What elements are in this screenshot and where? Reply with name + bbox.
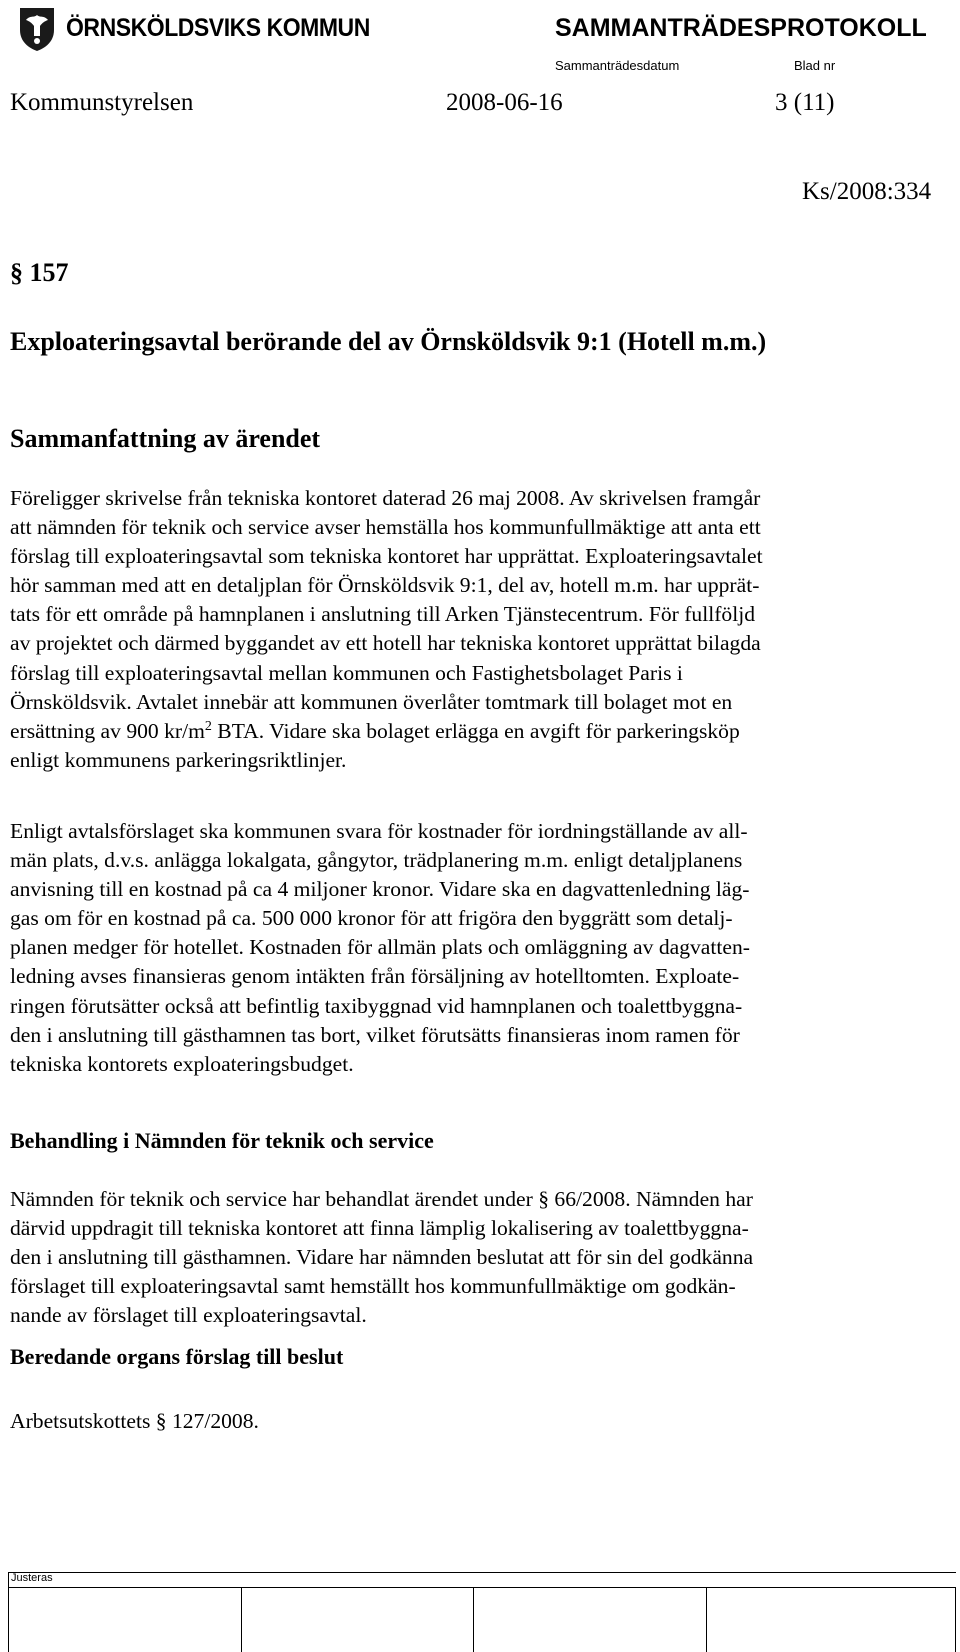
signature-box — [8, 1572, 956, 1652]
committee-name: Kommunstyrelsen — [10, 89, 194, 116]
summary-line: att nämnden för teknik och service avser hemställa hos kommunfullmäktige att anta ett — [10, 515, 761, 540]
summary-line: av projektet och därmed byggandet av ett hotell har tekniska kontoret upprättat bilagda — [10, 631, 761, 656]
treatment-text: Nämnden för teknik och service har behandlat ärendet under — [10, 1187, 539, 1211]
summary-paragraph — [10, 484, 945, 775]
signature-cell-divider — [473, 1587, 474, 1652]
agreement-line: gas om för en kostnad på ca. 500 000 kronor för att frigöra den byggrätt som detalj- — [10, 906, 733, 931]
agreement-line: män plats, d.v.s. anlägga lokalgata, gångytor, trädplanering m.m. enligt detaljplanens — [10, 848, 743, 873]
treatment-heading: Behandling i Nämnden för teknik och service — [10, 1128, 434, 1153]
page-number-label: Blad nr — [794, 58, 836, 73]
summary-heading: Sammanfattning av ärendet — [10, 424, 321, 453]
agreement-line: den i anslutning till gästhamnen tas bort, vilket förutsätts finansieras inom ramen för — [10, 1022, 740, 1047]
section-title: Exploateringsavtal berörande del av Örnsköldsvik 9:1 (Hotell m.m.) — [10, 327, 767, 356]
agreement-line: ledning avses finansieras genom intäkten från försäljning av hotelltomten. Exploate- — [10, 964, 740, 989]
proposal-text — [10, 1409, 259, 1434]
page-number: 3 (11) — [775, 89, 835, 116]
signature-cell-divider — [706, 1587, 707, 1652]
meeting-date: 2008-06-16 — [446, 89, 563, 116]
treatment-line: därvid uppdragit till tekniska kontoret att finna lämplig lokalisering av toalettbyggna- — [10, 1216, 749, 1241]
organization-name: ÖRNSKÖLDSVIKS KOMMUN — [66, 14, 370, 42]
summary-line: tats för ett område på hamnplanen i anslutning till Arken Tjänstecentrum. För fullföljd — [10, 602, 756, 627]
paragraph-number-value: 157 — [29, 258, 69, 287]
summary-line: hör samman med att en detaljplan för Örnsköldsvik 9:1, del av, hotell m.m. har upprät- — [10, 573, 760, 598]
sign-label: Justeras — [11, 1572, 53, 1584]
treatment-line: den i anslutning till gästhamnen. Vidare har nämnden beslutat att för sin del godkänna — [10, 1245, 754, 1270]
signature-cell-divider — [241, 1587, 242, 1652]
paragraph-number — [10, 258, 69, 288]
superscript-exponent: 2 — [204, 718, 212, 734]
agreement-line: Enligt avtalsförslaget ska kommunen svara för kostnader för iordningställande av all- — [10, 819, 748, 843]
summary-line: enligt kommunens parkeringsriktlinjer. — [10, 747, 347, 772]
treatment-line: nande av förslaget till exploateringsavtal. — [10, 1303, 367, 1328]
agreement-line: tekniska kontorets exploateringsbudget. — [10, 1051, 354, 1076]
summary-line: Örnsköldsvik. Avtalet innebär att kommunen överlåter tomtmark till bolaget mot en — [10, 689, 733, 714]
treatment-line — [10, 1185, 945, 1214]
summary-line: Föreligger skrivelse från tekniska kontoret daterad 26 maj 2008. Av skrivelsen framgår — [10, 486, 761, 510]
treatment-text: 66/2008. Nämnden har — [549, 1187, 753, 1211]
signature-divider — [9, 1587, 956, 1588]
signature-cell-divider — [955, 1587, 956, 1652]
summary-text: BTA. Vidare ska bolaget erlägga en avgift för parkeringsköp — [211, 718, 740, 743]
agreement-paragraph — [10, 817, 945, 1079]
agreement-line: ringen förutsätter också att befintlig taxibyggnad vid hamnplanen och toalettbyggna- — [10, 993, 743, 1018]
proposal-heading: Beredande organs förslag till beslut — [10, 1344, 344, 1369]
meeting-date-label: Sammanträdesdatum — [555, 58, 680, 73]
municipality-crest-icon — [18, 6, 56, 52]
treatment-line: förslaget till exploateringsavtal samt hemställt hos kommunfullmäktige om godkän- — [10, 1274, 736, 1299]
section-symbol: § — [155, 1409, 167, 1433]
treatment-paragraph — [10, 1185, 945, 1330]
document-type: SAMMANTRÄDESPROTOKOLL — [555, 14, 927, 42]
summary-line — [10, 717, 945, 746]
agreement-line: anvisning till en kostnad på ca 4 miljoner kronor. Vidare ska en dagvattenledning läg- — [10, 877, 750, 902]
section-symbol: § — [538, 1187, 550, 1211]
summary-line: förslag till exploateringsavtal mellan kommunen och Fastighetsbolaget Paris i — [10, 660, 683, 685]
summary-line: förslag till exploateringsavtal som tekniska kontoret har upprättat. Exploateringsavtalet — [10, 544, 763, 569]
proposal-text-b: 127/2008. — [166, 1409, 259, 1433]
case-number: Ks/2008:334 — [802, 178, 932, 205]
proposal-text-a: Arbetsutskottets — [10, 1409, 156, 1433]
agreement-line: planen medger för hotellet. Kostnaden för allmän plats och omläggning av dagvatten- — [10, 935, 750, 960]
section-symbol: § — [10, 258, 23, 287]
summary-text: ersättning av 900 kr/m — [10, 718, 205, 743]
